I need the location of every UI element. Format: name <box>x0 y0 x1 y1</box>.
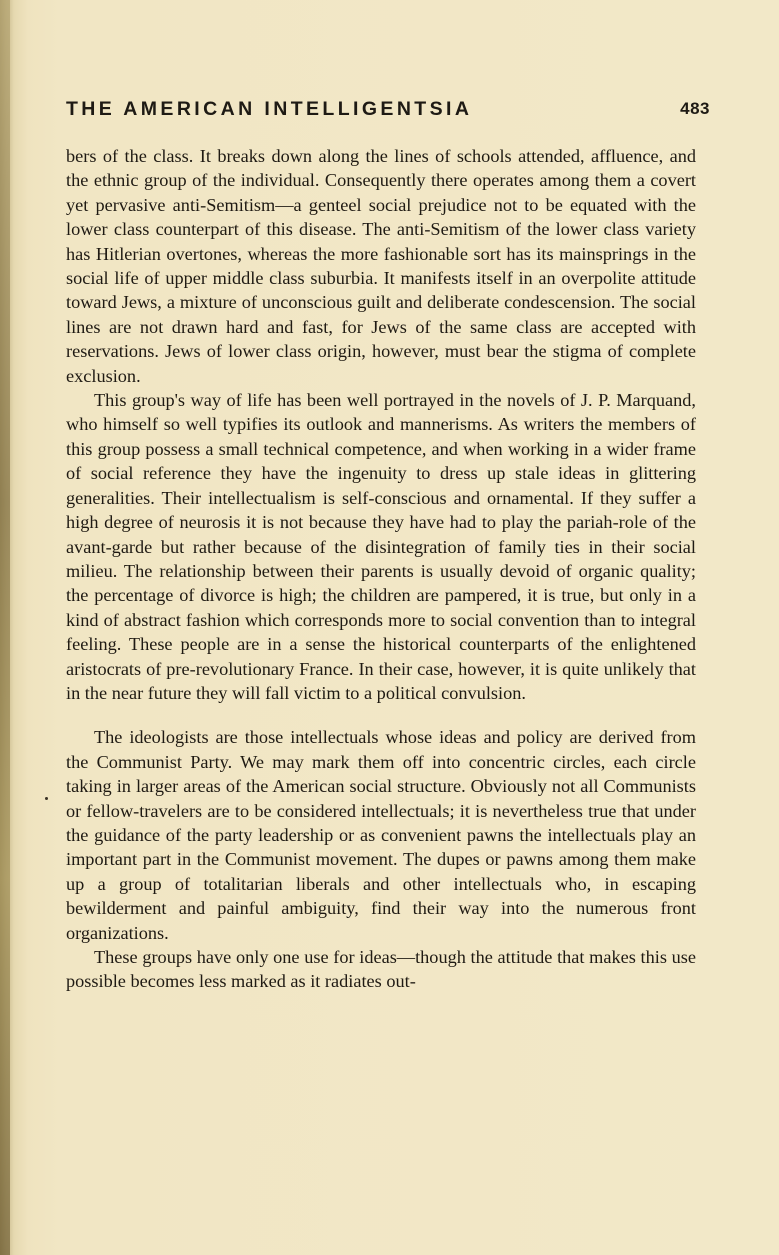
page-number: 483 <box>680 99 710 118</box>
page-gutter-shadow <box>0 0 10 1255</box>
running-title: THE AMERICAN INTELLIGENTSIA <box>66 98 473 120</box>
paragraph-continued: bers of the class. It breaks down along the lines of schools attended, affluence, and the ethnic group of the individual. Consequently there operates among them a covert yet pervasive anti-Semitism—a genteel social prejudice not to be equated with the lower class counterpart of this disease. The anti-Semitism of the lower class variety has Hitlerian overtones, whereas the more fashionable sort has its mainsprings in the social life of upper middle class suburbia. It manifests itself in an overpolite attitude toward Jews, a mixture of unconscious guilt and deliberate condescension. The social lines are not drawn hard and fast, for Jews of the same class are accepted with reservations. Jews of lower class origin, however, must bear the stigma of complete exclusion. <box>66 146 696 386</box>
page-header <box>66 98 710 128</box>
paragraph-marquand: This group's way of life has been well portrayed in the novels of J. P. Marquand, who himself so well typifies its outlook and mannerisms. As writers the members of this group possess a small technical competence, and when working in a wider frame of social reference they have the ingenuity to dress up stale ideas in glittering generalities. Their intellectualism is self-conscious and ornamental. If they suffer a high degree of neurosis it is not because they have had to play the pariah-role of the avant-garde but rather because of the disintegration of family ties in their social milieu. The relationship between their parents is usually devoid of organic quality; the percentage of divorce is high; the children are pampered, it is true, but only in a kind of abstract fashion which corresponds more to social convention than to integral feeling. These people are in a sense the historical counterparts of the enlightened aristocrats of pre-revolutionary France. In their case, however, it is quite unlikely that in the near future they will fall victim to a political convulsion. <box>66 390 696 703</box>
paragraph-ideologists: The ideologists are those intellectuals whose ideas and policy are derived from the Communist Party. We may mark them off into concentric circles, each circle taking in larger areas of the American social structure. Obviously not all Communists or fellow-travelers are to be considered intellectuals; it is nevertheless true that under the guidance of the party leadership or as convenient pawns the intellectuals play an important part in the Communist movement. The dupes or pawns among them make up a group of totalitarian liberals and other intellectuals who, in escaping bewilderment and painful ambiguity, find their way into the numerous front organizations. <box>66 727 696 943</box>
margin-speck <box>45 797 48 800</box>
paragraph-groups: These groups have only one use for ideas—though the attitude that makes this use possible becomes less marked as it radiates out- <box>66 947 696 992</box>
body-text <box>66 144 696 994</box>
